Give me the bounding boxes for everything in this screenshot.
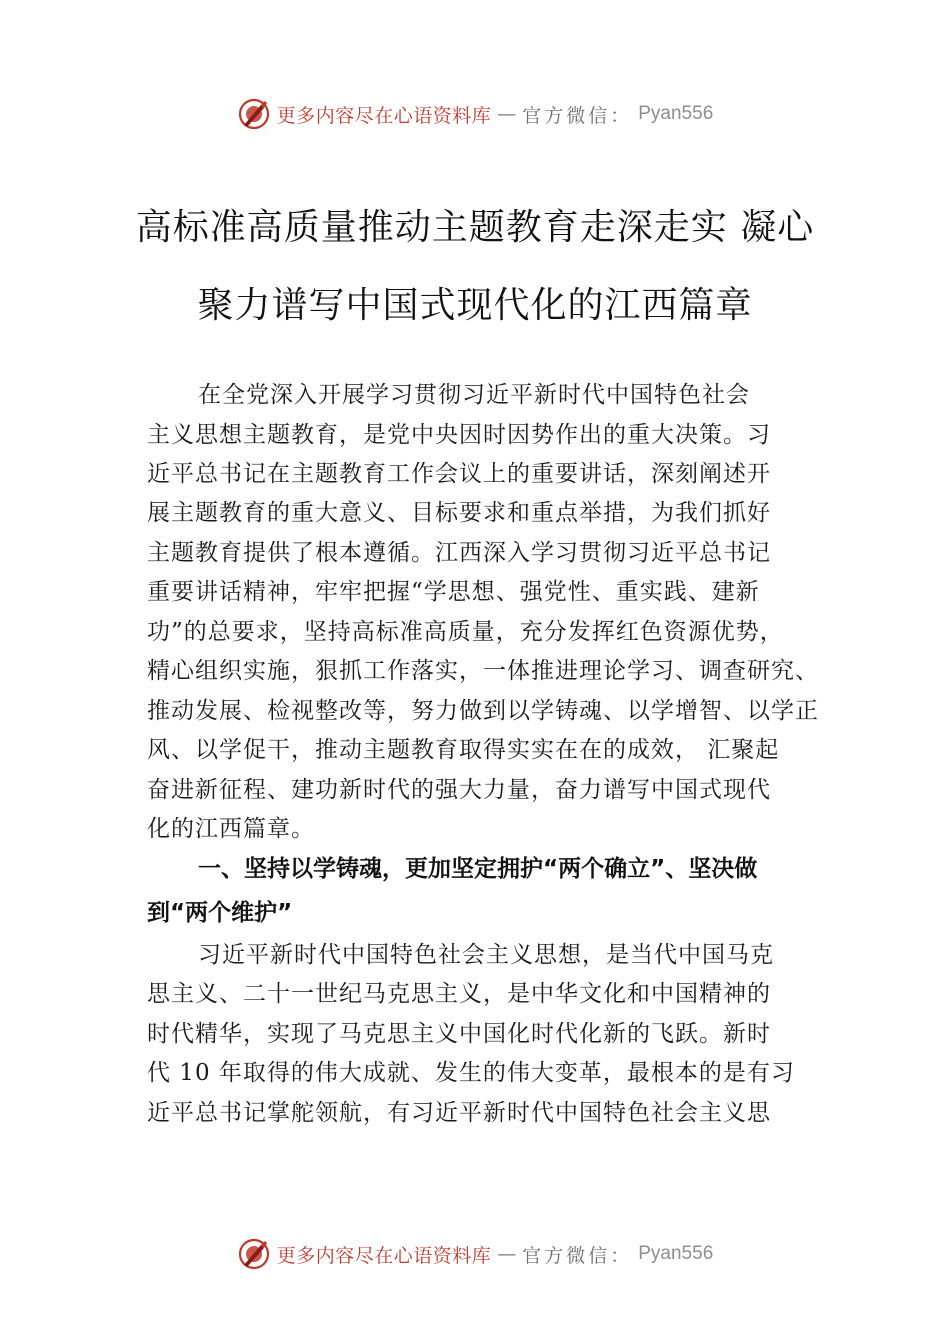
banner-wechat-id: Pyan556 xyxy=(638,1243,714,1264)
paragraph-line: 化的江西篇章。 xyxy=(147,816,315,842)
paragraph-line: 近平总书记在主题教育工作会议上的重要讲话，深刻阐述开 xyxy=(147,461,771,487)
paragraph-line: 主义思想主题教育，是党中央因时因势作出的重大决策。习 xyxy=(147,422,771,448)
banner-wechat-label: 官方微信： xyxy=(522,1244,633,1267)
paragraph-line: 精心组织实施，狠抓工作落实，一体推进理论学习、调查研究、 xyxy=(147,658,819,684)
paragraph-line: 主题教育提供了根本遵循。江西深入学习贯彻习近平总书记 xyxy=(147,540,771,566)
paragraph-line: 代 10 年取得的伟大成就、发生的伟大变革，最根本的是有习 xyxy=(147,1060,795,1086)
paragraph-line: 风、以学促干，推动主题教育取得实实在在的成效， 汇聚起 xyxy=(147,737,780,763)
pen-logo-icon xyxy=(237,97,271,131)
banner-promo-text: 更多内容尽在心语资料库 xyxy=(276,104,492,127)
footer-banner xyxy=(0,1234,950,1274)
paragraph-line: 展主题教育的重大意义、目标要求和重点举措，为我们抓好 xyxy=(147,500,771,526)
banner-dash: — xyxy=(497,1243,517,1265)
banner-promo-text: 更多内容尽在心语资料库 xyxy=(276,1244,492,1267)
paragraph-line: 奋进新征程、建功新时代的强大力量，奋力谱写中国式现代 xyxy=(147,777,771,803)
paragraph-line: 近平总书记掌舵领航，有习近平新时代中国特色社会主义思 xyxy=(147,1100,771,1126)
banner-wechat-label: 官方微信： xyxy=(522,104,633,127)
paragraph-line: 习近平新时代中国特色社会主义思想，是当代中国马克 xyxy=(198,942,774,968)
paragraph-line: 时代精华，实现了马克思主义中国化时代化新的飞跃。新时 xyxy=(147,1021,771,1047)
paragraph-line: 重要讲话精神，牢牢把握“学思想、强党性、重实践、建新 xyxy=(147,579,760,605)
paragraph-line: 推动发展、检视整改等，努力做到以学铸魂、以学增智、以学正 xyxy=(147,698,819,724)
paragraph-line: 功”的总要求，坚持高标准高质量，充分发挥红色资源优势， xyxy=(147,619,784,645)
banner-dash: — xyxy=(497,103,517,125)
document-title xyxy=(120,189,830,345)
title-line-1: 高标准高质量推动主题教育走深走实 凝心 xyxy=(135,207,815,248)
title-line-2: 聚力谱写中国式现代化的江西篇章 xyxy=(197,285,753,326)
paragraph-line: 在全党深入开展学习贯彻习近平新时代中国特色社会 xyxy=(198,382,750,408)
section-heading-line: 一、坚持以学铸魂，更加坚定拥护“两个确立”、坚决做 xyxy=(198,856,758,882)
paragraph-line: 思主义、二十一世纪马克思主义，是中华文化和中国精神的 xyxy=(147,981,771,1007)
header-banner xyxy=(0,94,950,134)
section-heading-line: 到“两个维护” xyxy=(147,900,293,926)
banner-wechat-id: Pyan556 xyxy=(638,103,714,124)
pen-logo-icon xyxy=(237,1237,271,1271)
